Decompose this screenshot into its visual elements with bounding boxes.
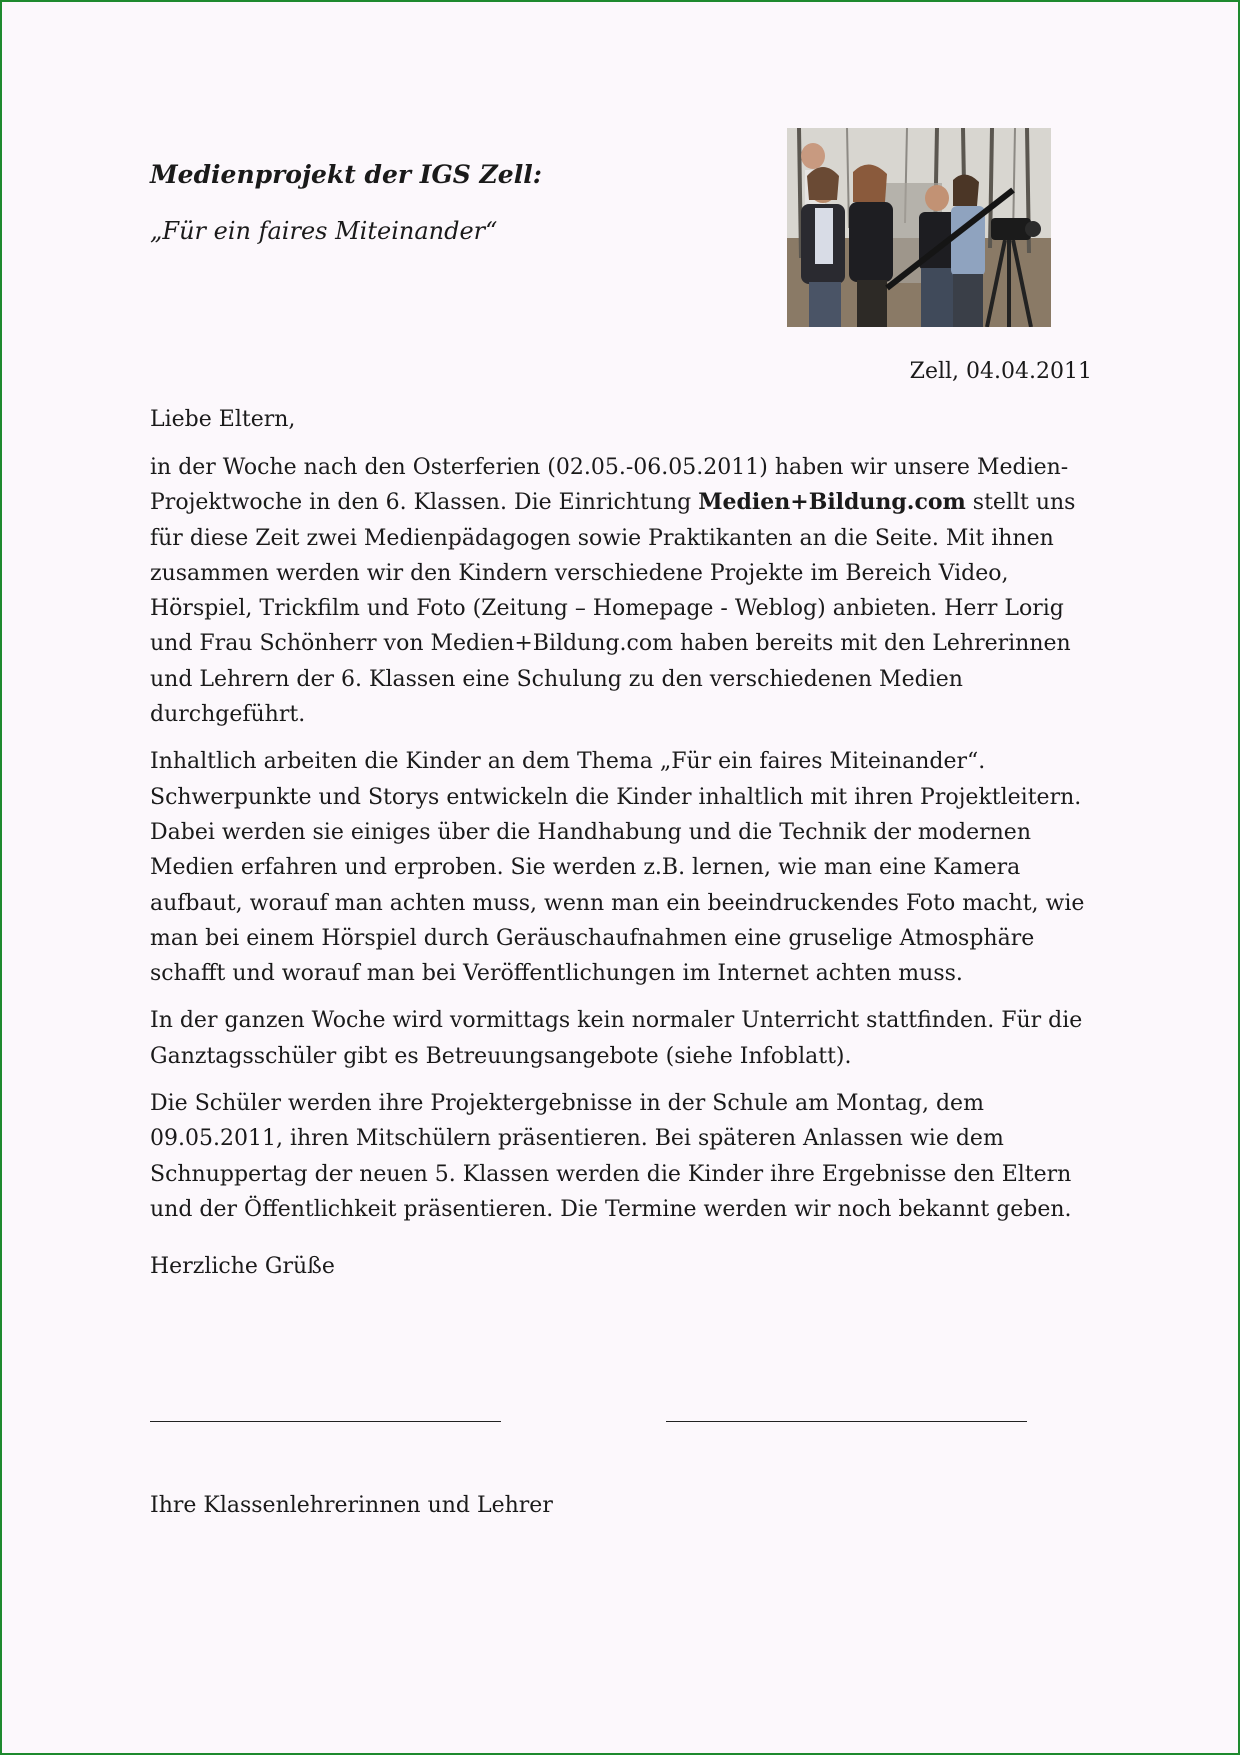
paragraph-1-text-end: stellt uns für diese Zeit zwei Medienpädagogen sowie Praktikanten an die Seite. Mit ihnen zusammen werden wir den Kindern verschiedene Projekte im Bereich Video, Hörspiel, Trickfilm und Foto (Zeitung – Homepage - Weblog) anbieten. Herr Lorig und Frau Schönherr von Medien+Bildung.com haben bereits mit den Lehrerinnen und Lehrern der 6. Klassen eine Schulung zu den verschiedenen Medien durchgeführt. xyxy=(150,490,1076,728)
paragraph-projektwoche xyxy=(150,450,1095,732)
letter-date: Zell, 04.04.2011 xyxy=(909,359,1092,384)
letter-title: Medienprojekt der IGS Zell: xyxy=(150,160,542,189)
organization-name: Medien+Bildung.com xyxy=(698,489,966,516)
letter-subtitle: „Für ein faires Miteinander“ xyxy=(150,217,498,245)
signoff: Ihre Klassenlehrerinnen und Lehrer xyxy=(150,1493,553,1518)
paragraph-1-text-start: in der Woche nach den Osterferien (02.05.-06.05.2011) haben wir unsere Medien-Projektwoche in den 6. Klassen. Die Einrichtung xyxy=(150,455,1069,516)
salutation: Liebe Eltern, xyxy=(150,407,296,432)
closing: Herzliche Grüße xyxy=(150,1254,335,1279)
signature-line-right xyxy=(666,1421,1027,1422)
paragraph-praesentation: Die Schüler werden ihre Projektergebnisse in der Schule am Montag, dem 09.05.2011, ihren Mitschülern präsentieren. Bei späteren Anlassen wie dem Schnuppertag der neuen 5. Klassen werden die Kinder ihre Ergebnisse den Eltern und der Öffentlichkeit präsentieren. Die Termine werden wir noch bekannt geben. xyxy=(150,1091,1072,1222)
signature-line-left xyxy=(150,1421,501,1422)
project-photo xyxy=(787,128,1051,327)
paragraph-inhalt: Inhaltlich arbeiten die Kinder an dem Thema „Für ein faires Miteinander“. Schwerpunkte und Storys entwickeln die Kinder inhaltlich mit ihren Projektleitern. Dabei werden sie einiges über die Handhabung und die Technik der modernen Medien erfahren und erproben. Sie werden z.B. lernen, wie man eine Kamera aufbaut, worauf man achten muss, wenn man ein beeindruckendes Foto macht, wie man bei einem Hörspiel durch Geräuschaufnahmen eine gruselige Atmosphäre schafft und worauf man bei Veröffentlichungen im Internet achten muss. xyxy=(150,749,1085,987)
paragraph-unterricht: In der ganzen Woche wird vormittags kein normaler Unterricht stattfinden. Für die Ganztagsschüler gibt es Betreuungsangebote (siehe Infoblatt). xyxy=(150,1008,1083,1069)
letter-body xyxy=(150,450,1095,1239)
